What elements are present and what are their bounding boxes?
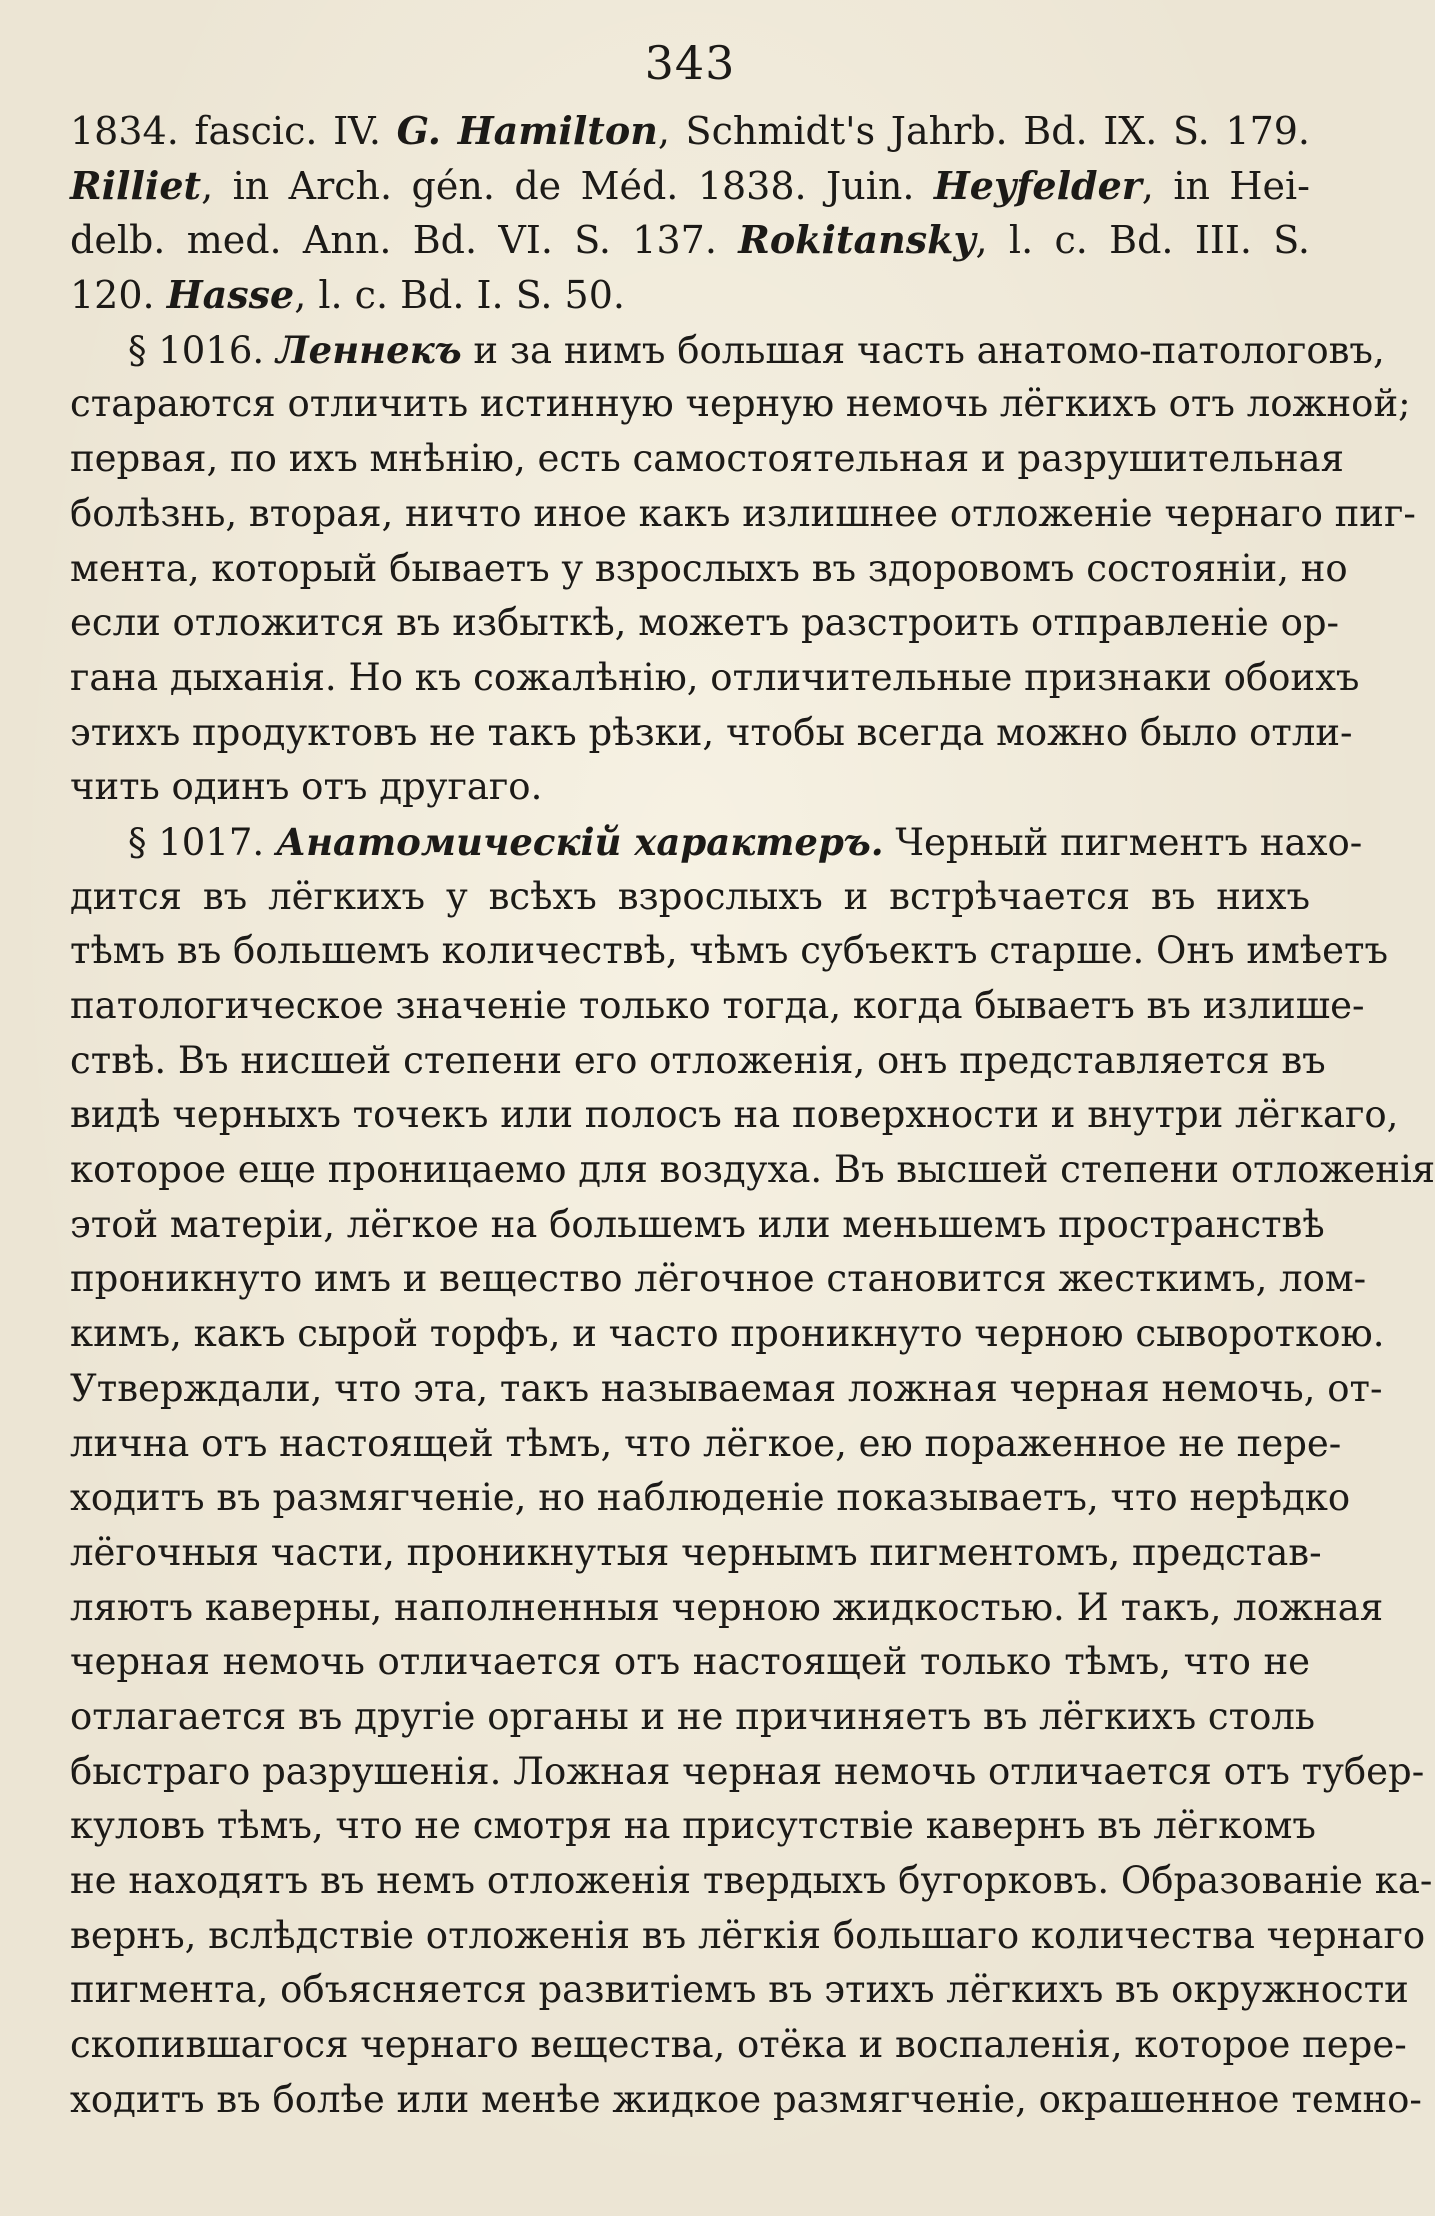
text-run: , Schmidt's Jahrb. Bd. IX. S. 179. [657,109,1311,153]
text-line [70,1034,1326,1089]
text-run: , in Arch. gén. de Méd. 1838. Juin. [201,163,934,208]
text-line [70,1690,1315,1745]
text-run: 1834. fascic. IV. [70,109,397,153]
text-line [70,1635,1310,1690]
text-run: чить одинъ отъ другаго. [70,765,543,809]
italic-name: Rokitansky [738,217,976,263]
text-run: пигмента, объясняется развитіемъ въ этихъ лёгкихъ въ окружности [70,1968,1409,2012]
italic-name: Heyfelder [933,162,1142,208]
reference-line [70,159,1310,214]
text-run: этой матеріи, лёгкое на большемъ или меньшемъ пространствѣ [70,1202,1325,1246]
text-line [70,1362,1383,1417]
text-line [70,1854,1433,1909]
text-line [70,2073,1422,2128]
text-run: § 1016. [128,328,276,372]
page-number: 343 [644,36,736,90]
text-line [70,815,1363,870]
reference-line [70,213,1310,268]
bibliography-references [70,104,1310,323]
text-run: стараются отличить истинную черную немочь лёгкихъ отъ ложной; [70,382,1411,426]
text-run: ляютъ каверны, наполненныя черною жидкостью. И такъ, ложная [70,1585,1384,1629]
text-run: куловъ тѣмъ, что не смотря на присутствіе кавернъ въ лёгкомъ [70,1804,1316,1848]
text-run: которое еще проницаемо для воздуха. Въ высшей степени отложенія [70,1148,1435,1192]
text-run: ходитъ въ размягченіе, но наблюденіе показываетъ, что нерѣдко [70,1476,1351,1520]
text-run: если отложится въ избыткѣ, можетъ разстроить отправленіе ор- [70,601,1340,645]
text-run: лична отъ настоящей тѣмъ, что лёгкое, ею пораженное не пере- [70,1421,1342,1465]
text-line [70,596,1340,651]
reference-line [70,268,1310,323]
text-run: , in Hei- [1141,163,1310,208]
text-run: мента, который бываетъ у взрослыхъ въ здоровомъ состояніи, но [70,546,1348,590]
text-line [70,542,1348,597]
text-run: delb. med. Ann. Bd. VI. S. 137. [70,218,739,263]
text-line [70,1909,1426,1964]
text-line [70,1307,1385,1362]
text-line [70,1088,1399,1143]
text-line [70,487,1416,542]
paragraph-1017 [70,815,1435,2128]
text-line [70,870,1310,925]
text-run: быстраго разрушенія. Ложная черная немочь отличается отъ тубер- [70,1749,1425,1793]
italic-name: Hasse [166,272,295,318]
text-line [70,1526,1322,1581]
text-line [70,1963,1409,2018]
text-run: этихъ продуктовъ не такъ рѣзки, чтобы всегда можно было отли- [70,710,1353,754]
text-run: тѣмъ въ большемъ количествѣ, чѣмъ субъектъ старше. Онъ имѣетъ [70,929,1389,973]
text-line [70,1252,1367,1307]
text-line [70,1143,1435,1198]
text-line [70,1581,1384,1636]
text-run: болѣзнь, вторая, ничто иное какъ излишнее отложеніе чернаго пиг- [70,491,1416,535]
text-run: черная немочь отличается отъ настоящей только тѣмъ, что не [70,1640,1310,1684]
text-run: § 1017. [128,820,276,864]
text-line [70,1745,1425,1800]
text-line [70,979,1365,1034]
text-run: Черный пигментъ нахо- [883,820,1363,864]
text-run: отлагается въ другіе органы и не причиняетъ въ лёгкихъ столь [70,1694,1315,1738]
text-run: дится въ лёгкихъ у всѣхъ взрослыхъ и встрѣчается въ нихъ [70,874,1310,918]
text-line [70,432,1344,487]
paragraph-1016 [70,323,1416,815]
text-line [70,706,1353,761]
text-run: 120. [70,273,167,318]
text-run: видѣ черныхъ точекъ или полосъ на поверхности и внутри лёгкаго, [70,1093,1399,1137]
text-run: вернъ, вслѣдствіе отложенія въ лёгкія большаго количества чернаго [70,1913,1426,1957]
italic-name: G. Hamilton [396,108,658,153]
text-line [70,1471,1351,1526]
italic-name: Леннекъ [275,327,462,372]
text-run: скопившагося чернаго вещества, отёка и воспаленія, которое пере- [70,2023,1407,2067]
text-line [70,651,1360,706]
text-run: гана дыханія. Но къ сожалѣнію, отличительные признаки обоихъ [70,655,1360,699]
reference-line [70,104,1310,159]
text-run: лёгочныя части, проникнутыя чернымъ пигментомъ, представ- [70,1530,1322,1574]
text-run: и за нимъ большая часть анатомо-патологовъ, [461,328,1385,372]
text-run: патологическое значеніе только тогда, когда бываетъ въ излише- [70,984,1365,1027]
text-line [70,2018,1407,2073]
text-line [70,1799,1316,1854]
text-line [70,760,1310,815]
text-line [70,323,1385,378]
text-run: первая, по ихъ мнѣнію, есть самостоятельная и разрушительная [70,437,1344,481]
text-line [70,924,1389,979]
text-run: кимъ, какъ сырой торфъ, и часто проникнуто черною сывороткою. [70,1312,1385,1356]
text-line [70,1417,1342,1472]
text-run: проникнуто имъ и вещество лёгочное становится жесткимъ, лом- [70,1257,1367,1301]
text-run: , l. c. Bd. III. S. [975,218,1311,263]
text-line [70,377,1411,432]
text-line [70,1198,1325,1253]
italic-name: Анатомическій характеръ. [275,819,884,864]
text-run: не находятъ въ немъ отложенія твердыхъ бугорковъ. Образованіе ка- [70,1859,1433,1902]
italic-name: Rilliet [70,162,202,208]
text-run: , l. c. Bd. I. S. 50. [294,273,625,318]
text-run: ходитъ въ болѣе или менѣе жидкое размягченіе, окрашенное темно- [70,2077,1422,2121]
text-run: ствѣ. Въ нисшей степени его отложенія, онъ представляется въ [70,1038,1326,1082]
text-run: Утверждали, что эта, такъ называемая ложная черная немочь, от- [70,1366,1383,1410]
